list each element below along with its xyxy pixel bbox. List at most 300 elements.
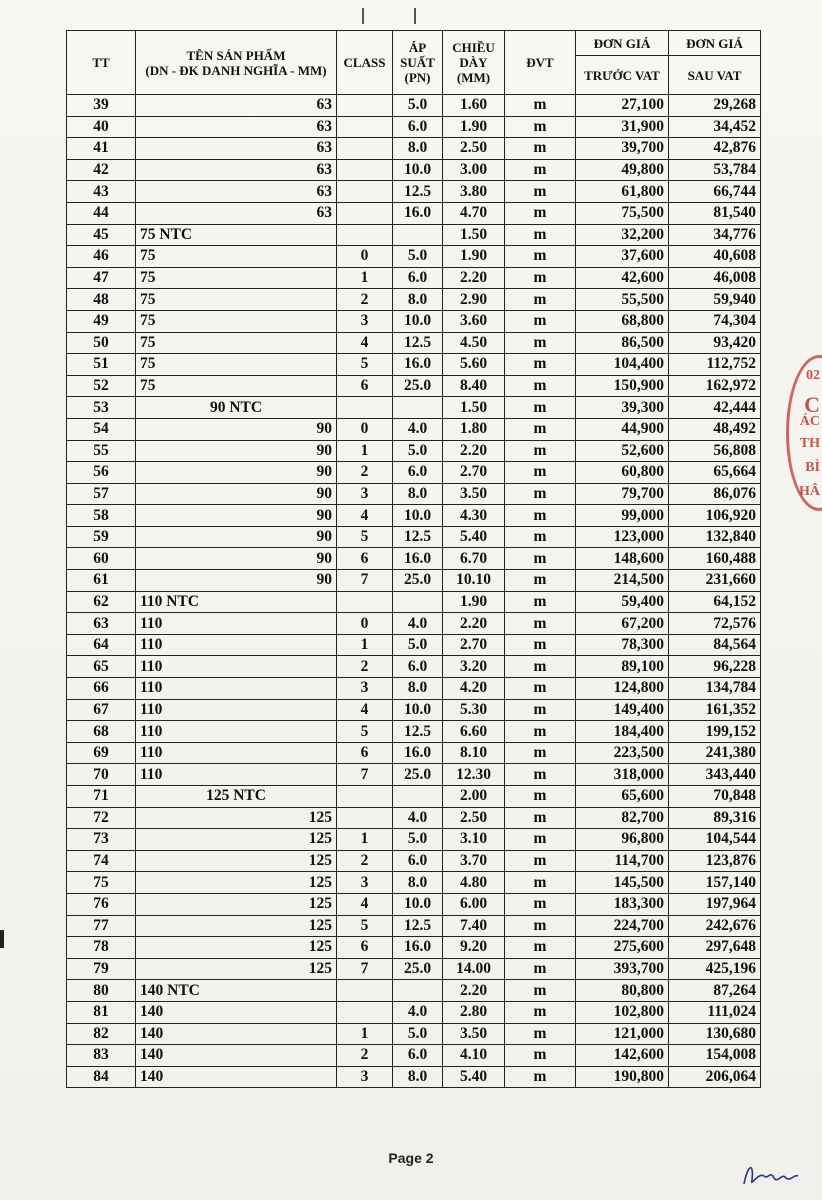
cell-product-name: 90 xyxy=(136,418,337,440)
header-price-after-sub: SAU VAT xyxy=(669,56,761,95)
cell-thickness: 2.90 xyxy=(443,289,505,311)
cell-price-after-vat: 86,076 xyxy=(669,483,761,505)
cell-thickness: 3.50 xyxy=(443,1023,505,1045)
cell-pressure: 8.0 xyxy=(393,138,443,160)
table-row xyxy=(67,721,761,743)
cell-pressure: 10.0 xyxy=(393,310,443,332)
cell-tt: 40 xyxy=(67,116,136,138)
cell-product-name: 90 NTC xyxy=(136,397,337,419)
cell-class: 1 xyxy=(337,634,393,656)
cell-class: 3 xyxy=(337,310,393,332)
cell-price-before-vat: 145,500 xyxy=(576,872,669,894)
cell-tt: 81 xyxy=(67,1001,136,1023)
cell-price-after-vat: 65,664 xyxy=(669,462,761,484)
cell-unit: m xyxy=(505,634,576,656)
cell-product-name: 125 xyxy=(136,829,337,851)
cell-price-before-vat: 124,800 xyxy=(576,678,669,700)
cell-price-after-vat: 72,576 xyxy=(669,613,761,635)
cell-price-after-vat: 53,784 xyxy=(669,159,761,181)
cell-thickness: 7.40 xyxy=(443,915,505,937)
cell-unit: m xyxy=(505,1023,576,1045)
cell-unit: m xyxy=(505,159,576,181)
cell-tt: 77 xyxy=(67,915,136,937)
cell-thickness: 6.60 xyxy=(443,721,505,743)
table-row xyxy=(67,224,761,246)
cell-tt: 78 xyxy=(67,937,136,959)
cell-product-name: 110 xyxy=(136,656,337,678)
cell-price-after-vat: 96,228 xyxy=(669,656,761,678)
table-row xyxy=(67,116,761,138)
cell-class: 0 xyxy=(337,246,393,268)
cell-class xyxy=(337,807,393,829)
table-row xyxy=(67,980,761,1002)
cell-product-name: 90 xyxy=(136,570,337,592)
cell-price-before-vat: 52,600 xyxy=(576,440,669,462)
cell-class: 5 xyxy=(337,526,393,548)
cell-price-before-vat: 96,800 xyxy=(576,829,669,851)
cell-tt: 61 xyxy=(67,570,136,592)
cell-class: 2 xyxy=(337,656,393,678)
cell-class xyxy=(337,159,393,181)
header-pressure-line2: SUẤT xyxy=(400,55,435,70)
stamp-letter: C xyxy=(804,392,820,417)
cell-product-name: 63 xyxy=(136,116,337,138)
cell-price-after-vat: 87,264 xyxy=(669,980,761,1002)
cell-tt: 52 xyxy=(67,375,136,397)
table-row xyxy=(67,138,761,160)
cell-pressure xyxy=(393,397,443,419)
cell-pressure: 8.0 xyxy=(393,872,443,894)
cell-tt: 48 xyxy=(67,289,136,311)
cell-price-before-vat: 149,400 xyxy=(576,699,669,721)
cell-unit: m xyxy=(505,807,576,829)
cell-class: 3 xyxy=(337,872,393,894)
signature xyxy=(740,1158,800,1192)
cell-pressure: 8.0 xyxy=(393,289,443,311)
cell-thickness: 2.80 xyxy=(443,1001,505,1023)
cell-class: 7 xyxy=(337,764,393,786)
cell-class: 3 xyxy=(337,678,393,700)
cell-product-name: 110 xyxy=(136,764,337,786)
cell-pressure: 12.5 xyxy=(393,915,443,937)
price-table xyxy=(66,30,761,1088)
cell-class: 1 xyxy=(337,1023,393,1045)
cell-product-name: 125 xyxy=(136,915,337,937)
header-product-name-line2: (DN - ĐK DANH NGHĨA - MM) xyxy=(145,62,327,78)
cell-class: 4 xyxy=(337,893,393,915)
cell-class: 7 xyxy=(337,570,393,592)
cell-product-name: 75 xyxy=(136,332,337,354)
cell-product-name: 75 xyxy=(136,246,337,268)
table-row xyxy=(67,850,761,872)
cell-pressure: 25.0 xyxy=(393,764,443,786)
cell-price-before-vat: 223,500 xyxy=(576,742,669,764)
cell-class: 2 xyxy=(337,850,393,872)
table-row xyxy=(67,375,761,397)
cell-thickness: 1.90 xyxy=(443,246,505,268)
cell-tt: 53 xyxy=(67,397,136,419)
header-unit: ĐVT xyxy=(505,31,576,95)
table-row xyxy=(67,958,761,980)
cell-class: 2 xyxy=(337,289,393,311)
cell-price-after-vat: 29,268 xyxy=(669,95,761,117)
cell-unit: m xyxy=(505,483,576,505)
cell-thickness: 10.10 xyxy=(443,570,505,592)
cell-tt: 42 xyxy=(67,159,136,181)
cell-pressure: 16.0 xyxy=(393,548,443,570)
cell-price-before-vat: 39,300 xyxy=(576,397,669,419)
table-row xyxy=(67,570,761,592)
cell-product-name: 63 xyxy=(136,138,337,160)
cell-thickness: 6.00 xyxy=(443,893,505,915)
cell-unit: m xyxy=(505,289,576,311)
cell-class xyxy=(337,397,393,419)
cell-pressure: 12.5 xyxy=(393,721,443,743)
table-row xyxy=(67,418,761,440)
cell-price-before-vat: 80,800 xyxy=(576,980,669,1002)
cell-pressure xyxy=(393,786,443,808)
cell-price-after-vat: 89,316 xyxy=(669,807,761,829)
cell-class xyxy=(337,202,393,224)
cell-pressure: 8.0 xyxy=(393,678,443,700)
cell-class: 4 xyxy=(337,505,393,527)
cell-unit: m xyxy=(505,721,576,743)
cell-unit: m xyxy=(505,1001,576,1023)
cell-unit: m xyxy=(505,980,576,1002)
cell-thickness: 1.60 xyxy=(443,95,505,117)
cell-price-before-vat: 65,600 xyxy=(576,786,669,808)
cell-price-before-vat: 78,300 xyxy=(576,634,669,656)
table-row xyxy=(67,526,761,548)
cell-thickness: 14.00 xyxy=(443,958,505,980)
table-row xyxy=(67,289,761,311)
table-row xyxy=(67,613,761,635)
cell-pressure: 10.0 xyxy=(393,893,443,915)
header-pressure-line1: ÁP xyxy=(408,40,427,55)
cell-tt: 58 xyxy=(67,505,136,527)
cell-price-before-vat: 86,500 xyxy=(576,332,669,354)
cell-pressure: 10.0 xyxy=(393,699,443,721)
stamp-letter: 02 xyxy=(806,368,820,383)
cell-pressure: 25.0 xyxy=(393,958,443,980)
cell-product-name: 125 xyxy=(136,958,337,980)
cell-unit: m xyxy=(505,893,576,915)
cell-price-after-vat: 425,196 xyxy=(669,958,761,980)
cell-class: 0 xyxy=(337,418,393,440)
cell-thickness: 3.80 xyxy=(443,181,505,203)
cell-price-after-vat: 40,608 xyxy=(669,246,761,268)
table-row xyxy=(67,634,761,656)
cell-tt: 54 xyxy=(67,418,136,440)
header-thickness xyxy=(443,31,505,95)
cell-pressure: 4.0 xyxy=(393,1001,443,1023)
cell-tt: 68 xyxy=(67,721,136,743)
cell-pressure: 12.5 xyxy=(393,181,443,203)
cell-class xyxy=(337,980,393,1002)
cell-tt: 64 xyxy=(67,634,136,656)
cell-price-after-vat: 106,920 xyxy=(669,505,761,527)
cell-price-before-vat: 214,500 xyxy=(576,570,669,592)
cell-tt: 71 xyxy=(67,786,136,808)
cell-price-after-vat: 242,676 xyxy=(669,915,761,937)
cell-tt: 43 xyxy=(67,181,136,203)
cell-unit: m xyxy=(505,850,576,872)
cell-product-name: 125 xyxy=(136,850,337,872)
table-row xyxy=(67,246,761,268)
cell-pressure: 5.0 xyxy=(393,246,443,268)
cell-price-before-vat: 31,900 xyxy=(576,116,669,138)
cell-thickness: 12.30 xyxy=(443,764,505,786)
cell-price-after-vat: 93,420 xyxy=(669,332,761,354)
cell-tt: 55 xyxy=(67,440,136,462)
header-price-before-sub: TRƯỚC VAT xyxy=(576,56,669,95)
cell-thickness: 5.40 xyxy=(443,526,505,548)
cell-thickness: 4.10 xyxy=(443,1045,505,1067)
cell-price-after-vat: 84,564 xyxy=(669,634,761,656)
cell-tt: 45 xyxy=(67,224,136,246)
cell-product-name: 125 xyxy=(136,893,337,915)
table-row xyxy=(67,915,761,937)
cell-unit: m xyxy=(505,332,576,354)
header-price-before-top: ĐƠN GIÁ xyxy=(576,31,669,56)
cell-pressure: 16.0 xyxy=(393,937,443,959)
cell-class: 7 xyxy=(337,958,393,980)
table-row xyxy=(67,310,761,332)
table-row xyxy=(67,937,761,959)
cell-unit: m xyxy=(505,915,576,937)
cell-product-name: 63 xyxy=(136,95,337,117)
cell-unit: m xyxy=(505,246,576,268)
cell-product-name: 90 xyxy=(136,526,337,548)
cell-unit: m xyxy=(505,181,576,203)
cell-product-name: 110 NTC xyxy=(136,591,337,613)
cell-price-after-vat: 42,876 xyxy=(669,138,761,160)
cell-price-before-vat: 55,500 xyxy=(576,289,669,311)
cell-price-after-vat: 42,444 xyxy=(669,397,761,419)
cell-price-after-vat: 111,024 xyxy=(669,1001,761,1023)
cell-unit: m xyxy=(505,95,576,117)
cell-class: 1 xyxy=(337,267,393,289)
cell-price-after-vat: 56,808 xyxy=(669,440,761,462)
cell-price-before-vat: 393,700 xyxy=(576,958,669,980)
cell-price-after-vat: 231,660 xyxy=(669,570,761,592)
cell-unit: m xyxy=(505,267,576,289)
cell-unit: m xyxy=(505,505,576,527)
cell-price-after-vat: 343,440 xyxy=(669,764,761,786)
cell-thickness: 5.60 xyxy=(443,354,505,376)
cell-product-name: 140 xyxy=(136,1023,337,1045)
cell-price-before-vat: 37,600 xyxy=(576,246,669,268)
cell-class: 1 xyxy=(337,440,393,462)
cell-price-after-vat: 46,008 xyxy=(669,267,761,289)
table-body xyxy=(67,95,761,1088)
cell-price-before-vat: 102,800 xyxy=(576,1001,669,1023)
cell-pressure: 4.0 xyxy=(393,613,443,635)
cell-product-name: 75 xyxy=(136,375,337,397)
cell-class xyxy=(337,95,393,117)
cell-thickness: 2.00 xyxy=(443,786,505,808)
cell-unit: m xyxy=(505,310,576,332)
header-product-name xyxy=(136,31,337,95)
cell-price-after-vat: 104,544 xyxy=(669,829,761,851)
cell-price-after-vat: 112,752 xyxy=(669,354,761,376)
cell-thickness: 2.20 xyxy=(443,613,505,635)
cell-price-before-vat: 59,400 xyxy=(576,591,669,613)
cell-price-before-vat: 142,600 xyxy=(576,1045,669,1067)
cell-price-before-vat: 121,000 xyxy=(576,1023,669,1045)
table-row xyxy=(67,807,761,829)
cell-product-name: 90 xyxy=(136,483,337,505)
cell-pressure: 8.0 xyxy=(393,1066,443,1088)
cell-tt: 57 xyxy=(67,483,136,505)
scan-edge-mark xyxy=(0,930,4,948)
cell-pressure: 5.0 xyxy=(393,95,443,117)
cell-price-after-vat: 59,940 xyxy=(669,289,761,311)
cell-product-name: 75 NTC xyxy=(136,224,337,246)
cell-thickness: 5.40 xyxy=(443,1066,505,1088)
cell-product-name: 110 xyxy=(136,742,337,764)
cell-product-name: 63 xyxy=(136,202,337,224)
cell-tt: 51 xyxy=(67,354,136,376)
cell-tt: 46 xyxy=(67,246,136,268)
cell-price-after-vat: 70,848 xyxy=(669,786,761,808)
cell-unit: m xyxy=(505,354,576,376)
cell-tt: 84 xyxy=(67,1066,136,1088)
cell-product-name: 110 xyxy=(136,678,337,700)
cell-price-after-vat: 81,540 xyxy=(669,202,761,224)
cell-tt: 63 xyxy=(67,613,136,635)
cell-price-before-vat: 99,000 xyxy=(576,505,669,527)
scan-mark xyxy=(414,8,416,24)
cell-tt: 66 xyxy=(67,678,136,700)
cell-price-before-vat: 104,400 xyxy=(576,354,669,376)
cell-unit: m xyxy=(505,202,576,224)
header-thickness-line2: DÀY xyxy=(459,55,488,70)
table-header xyxy=(67,31,761,95)
cell-unit: m xyxy=(505,656,576,678)
cell-thickness: 1.50 xyxy=(443,224,505,246)
cell-tt: 76 xyxy=(67,893,136,915)
table-row xyxy=(67,829,761,851)
cell-unit: m xyxy=(505,570,576,592)
cell-unit: m xyxy=(505,1045,576,1067)
cell-price-before-vat: 32,200 xyxy=(576,224,669,246)
cell-class: 5 xyxy=(337,721,393,743)
table-row xyxy=(67,678,761,700)
cell-pressure xyxy=(393,591,443,613)
cell-thickness: 4.30 xyxy=(443,505,505,527)
cell-tt: 74 xyxy=(67,850,136,872)
cell-price-before-vat: 67,200 xyxy=(576,613,669,635)
cell-product-name: 110 xyxy=(136,613,337,635)
cell-price-before-vat: 61,800 xyxy=(576,181,669,203)
cell-price-after-vat: 134,784 xyxy=(669,678,761,700)
cell-price-after-vat: 160,488 xyxy=(669,548,761,570)
cell-thickness: 6.70 xyxy=(443,548,505,570)
cell-price-after-vat: 206,064 xyxy=(669,1066,761,1088)
cell-product-name: 75 xyxy=(136,354,337,376)
cell-product-name: 110 xyxy=(136,699,337,721)
cell-price-before-vat: 49,800 xyxy=(576,159,669,181)
cell-price-after-vat: 48,492 xyxy=(669,418,761,440)
cell-pressure xyxy=(393,224,443,246)
cell-product-name: 75 xyxy=(136,310,337,332)
cell-price-before-vat: 148,600 xyxy=(576,548,669,570)
cell-thickness: 2.50 xyxy=(443,807,505,829)
cell-thickness: 2.70 xyxy=(443,462,505,484)
cell-class: 1 xyxy=(337,829,393,851)
cell-unit: m xyxy=(505,397,576,419)
cell-product-name: 110 xyxy=(136,634,337,656)
cell-class xyxy=(337,138,393,160)
cell-thickness: 2.20 xyxy=(443,267,505,289)
cell-pressure: 4.0 xyxy=(393,807,443,829)
cell-unit: m xyxy=(505,742,576,764)
table-row xyxy=(67,202,761,224)
cell-price-before-vat: 224,700 xyxy=(576,915,669,937)
cell-price-before-vat: 123,000 xyxy=(576,526,669,548)
cell-unit: m xyxy=(505,526,576,548)
cell-thickness: 3.00 xyxy=(443,159,505,181)
table-row xyxy=(67,1066,761,1088)
cell-thickness: 3.60 xyxy=(443,310,505,332)
cell-tt: 79 xyxy=(67,958,136,980)
cell-tt: 69 xyxy=(67,742,136,764)
cell-price-after-vat: 199,152 xyxy=(669,721,761,743)
cell-price-after-vat: 74,304 xyxy=(669,310,761,332)
table-row xyxy=(67,505,761,527)
table-row xyxy=(67,462,761,484)
cell-pressure: 6.0 xyxy=(393,1045,443,1067)
header-class: CLASS xyxy=(337,31,393,95)
cell-price-before-vat: 114,700 xyxy=(576,850,669,872)
cell-class: 2 xyxy=(337,1045,393,1067)
cell-pressure: 16.0 xyxy=(393,354,443,376)
table-row xyxy=(67,1001,761,1023)
cell-tt: 50 xyxy=(67,332,136,354)
cell-price-after-vat: 154,008 xyxy=(669,1045,761,1067)
cell-tt: 49 xyxy=(67,310,136,332)
cell-product-name: 63 xyxy=(136,181,337,203)
cell-price-after-vat: 162,972 xyxy=(669,375,761,397)
cell-tt: 41 xyxy=(67,138,136,160)
header-tt: TT xyxy=(67,31,136,95)
table-row xyxy=(67,699,761,721)
header-pressure-line3: (PN) xyxy=(404,70,431,85)
cell-pressure: 6.0 xyxy=(393,656,443,678)
table-row xyxy=(67,159,761,181)
cell-unit: m xyxy=(505,786,576,808)
cell-price-after-vat: 34,452 xyxy=(669,116,761,138)
cell-price-after-vat: 157,140 xyxy=(669,872,761,894)
cell-unit: m xyxy=(505,872,576,894)
cell-thickness: 4.70 xyxy=(443,202,505,224)
table-row xyxy=(67,181,761,203)
cell-unit: m xyxy=(505,699,576,721)
cell-thickness: 3.50 xyxy=(443,483,505,505)
cell-price-before-vat: 183,300 xyxy=(576,893,669,915)
table-row xyxy=(67,440,761,462)
cell-pressure xyxy=(393,980,443,1002)
cell-price-before-vat: 44,900 xyxy=(576,418,669,440)
cell-tt: 56 xyxy=(67,462,136,484)
cell-price-before-vat: 60,800 xyxy=(576,462,669,484)
cell-price-after-vat: 64,152 xyxy=(669,591,761,613)
cell-unit: m xyxy=(505,116,576,138)
scan-mark xyxy=(362,8,364,24)
cell-thickness: 1.90 xyxy=(443,116,505,138)
cell-tt: 67 xyxy=(67,699,136,721)
